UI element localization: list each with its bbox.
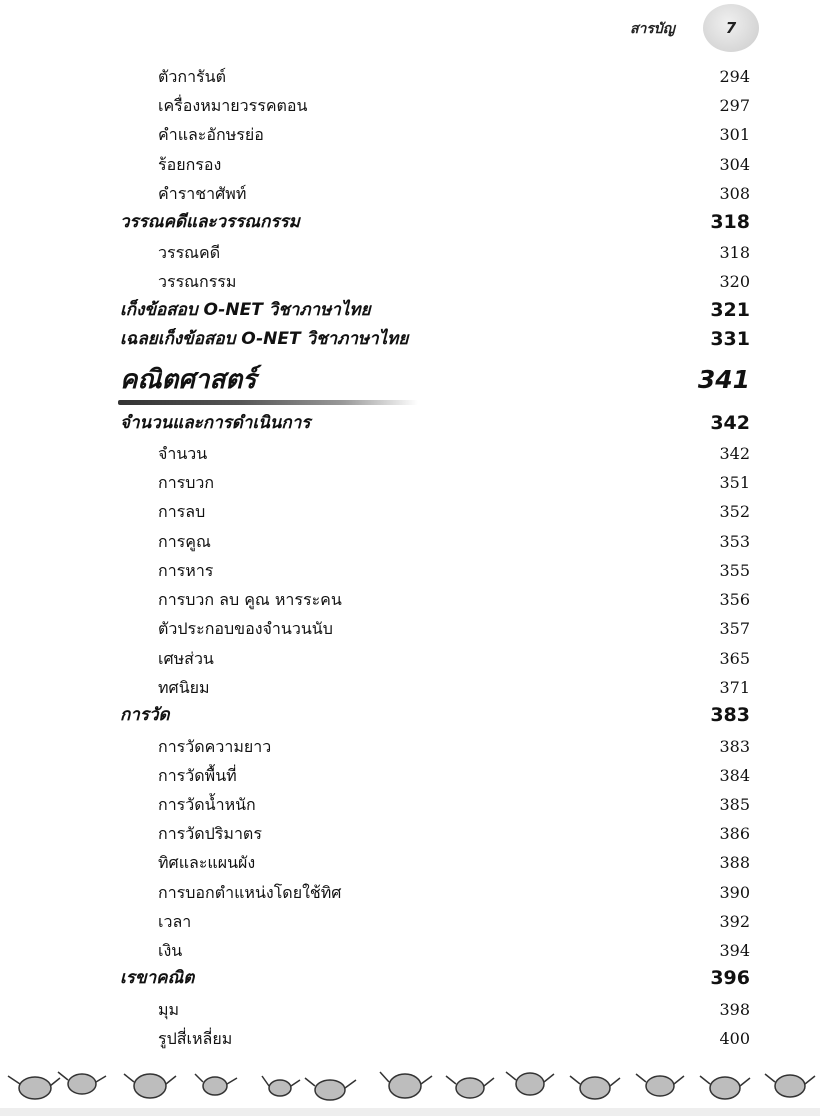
toc-entry [0, 150, 820, 179]
toc-entry-page: 304 [719, 155, 750, 174]
toc-section-title: เรขาคณิต [120, 968, 195, 988]
toc-section-title: วรรณคดีและวรรณกรรม [120, 212, 300, 232]
toc-section-title: การวัด [120, 705, 170, 725]
toc-entry-page: 394 [719, 941, 750, 960]
toc-entry-title: ตัวการันต์ [158, 67, 226, 86]
toc-section-page: 383 [710, 704, 750, 726]
toc-entry [0, 179, 820, 208]
toc-entry-page: 400 [719, 1029, 750, 1048]
toc-chapter-page: 341 [697, 365, 750, 394]
toc-entry [0, 497, 820, 526]
toc-entry-page: 385 [719, 795, 750, 814]
toc-entry-title: การวัดพื้นที่ [158, 766, 237, 785]
toc-entry-page: 388 [719, 853, 750, 872]
toc-entry [0, 585, 820, 614]
toc-section-page: 342 [710, 412, 750, 434]
toc-entry [0, 878, 820, 907]
page-number: 7 [725, 19, 737, 37]
toc-section-page: 396 [710, 967, 750, 989]
toc-entry-title: คำและอักษรย่อ [158, 125, 264, 144]
toc-section [0, 208, 820, 237]
toc-entry-title: ร้อยกรอง [158, 155, 222, 174]
toc-chapter-title: คณิตศาสตร์ [120, 365, 257, 395]
toc-entry-title: เครื่องหมายวรรคตอน [158, 96, 308, 115]
toc-entry-page: 357 [719, 619, 750, 638]
toc-entry [0, 439, 820, 468]
toc-entry-title: การบวก ลบ คูณ หารระคน [158, 590, 342, 609]
toc-section-page: 321 [710, 299, 750, 321]
toc-entry [0, 673, 820, 702]
toc-entry-title: การลบ [158, 502, 206, 521]
toc-entry-page: 386 [719, 824, 750, 843]
toc-entry-title: การวัดความยาว [158, 737, 272, 756]
header-section-label: สารบัญ [630, 21, 675, 37]
toc-entry [0, 790, 820, 819]
toc-entry-page: 355 [719, 561, 750, 580]
toc-entry-title: วรรณกรรม [158, 272, 237, 291]
toc-entry-page: 371 [719, 678, 750, 697]
toc-entry [0, 907, 820, 936]
toc-entry-page: 398 [719, 1000, 750, 1019]
toc-section [0, 325, 820, 354]
toc-entry-title: ทศนิยม [158, 678, 210, 697]
toc-entry-title: เวลา [158, 912, 192, 931]
toc-entry-page: 353 [719, 532, 750, 551]
toc-entry-title: มุม [158, 1000, 180, 1019]
toc-entry-title: ทิศและแผนผัง [158, 853, 256, 872]
toc-entry-title: ตัวประกอบของจำนวนนับ [158, 619, 333, 638]
toc-entry [0, 468, 820, 497]
toc-entry [0, 819, 820, 848]
toc-chapter [0, 360, 820, 400]
toc-entry-page: 320 [719, 272, 750, 291]
toc-section-title: จำนวนและการดำเนินการ [120, 413, 311, 433]
toc-entry-title: การวัดปริมาตร [158, 824, 262, 843]
toc-entry-page: 318 [719, 243, 750, 262]
toc-section-page: 331 [710, 328, 750, 350]
toc-entry-page: 383 [719, 737, 750, 756]
toc-entry-title: จำนวน [158, 444, 208, 463]
toc-entry-page: 384 [719, 766, 750, 785]
bird-border-illustration [0, 1046, 820, 1116]
toc-entry [0, 644, 820, 673]
toc-section-title: เก็งข้อสอบ O-NET วิชาภาษาไทย [120, 300, 371, 320]
toc-section [0, 409, 820, 438]
toc-entry [0, 556, 820, 585]
toc-entry [0, 614, 820, 643]
toc-section-page: 318 [710, 211, 750, 233]
toc-entry-page: 352 [719, 502, 750, 521]
toc-entry [0, 91, 820, 120]
toc-entry [0, 761, 820, 790]
toc-entry-page: 356 [719, 590, 750, 609]
toc-entry-page: 294 [719, 67, 750, 86]
toc-entry-title: คำราชาศัพท์ [158, 184, 247, 203]
toc-entry-page: 351 [719, 473, 750, 492]
toc-entry-title: วรรณคดี [158, 243, 221, 262]
toc-entry [0, 120, 820, 149]
toc-entry [0, 267, 820, 296]
toc-entry [0, 848, 820, 877]
toc-entry-title: เงิน [158, 941, 183, 960]
toc-entry-title: การบอกตำแหน่งโดยใช้ทิศ [158, 883, 342, 902]
toc-entry-title: การวัดน้ำหนัก [158, 795, 256, 814]
toc-section [0, 296, 820, 325]
toc-entry [0, 995, 820, 1024]
toc-entry-page: 390 [719, 883, 750, 902]
toc-entry-page: 365 [719, 649, 750, 668]
chapter-underline-brush [118, 400, 418, 405]
toc-entry [0, 238, 820, 267]
toc-entry-page: 392 [719, 912, 750, 931]
toc-section-title: เฉลยเก็งข้อสอบ O-NET วิชาภาษาไทย [120, 329, 409, 349]
toc-entry-title: รูปสี่เหลี่ยม [158, 1029, 233, 1048]
toc-entry-title: การคูณ [158, 532, 211, 551]
toc-entry-title: การหาร [158, 561, 214, 580]
toc-section [0, 964, 820, 993]
toc-entry [0, 936, 820, 965]
toc-entry [0, 62, 820, 91]
toc-entry-page: 297 [719, 96, 750, 115]
toc-entry-title: การบวก [158, 473, 215, 492]
toc-entry-page: 342 [719, 444, 750, 463]
toc-section [0, 701, 820, 730]
page-number-badge [703, 4, 759, 52]
toc-entry [0, 732, 820, 761]
toc-entry [0, 527, 820, 556]
toc-entry-page: 308 [719, 184, 750, 203]
toc-entry-title: เศษส่วน [158, 649, 214, 668]
toc-entry-page: 301 [719, 125, 750, 144]
